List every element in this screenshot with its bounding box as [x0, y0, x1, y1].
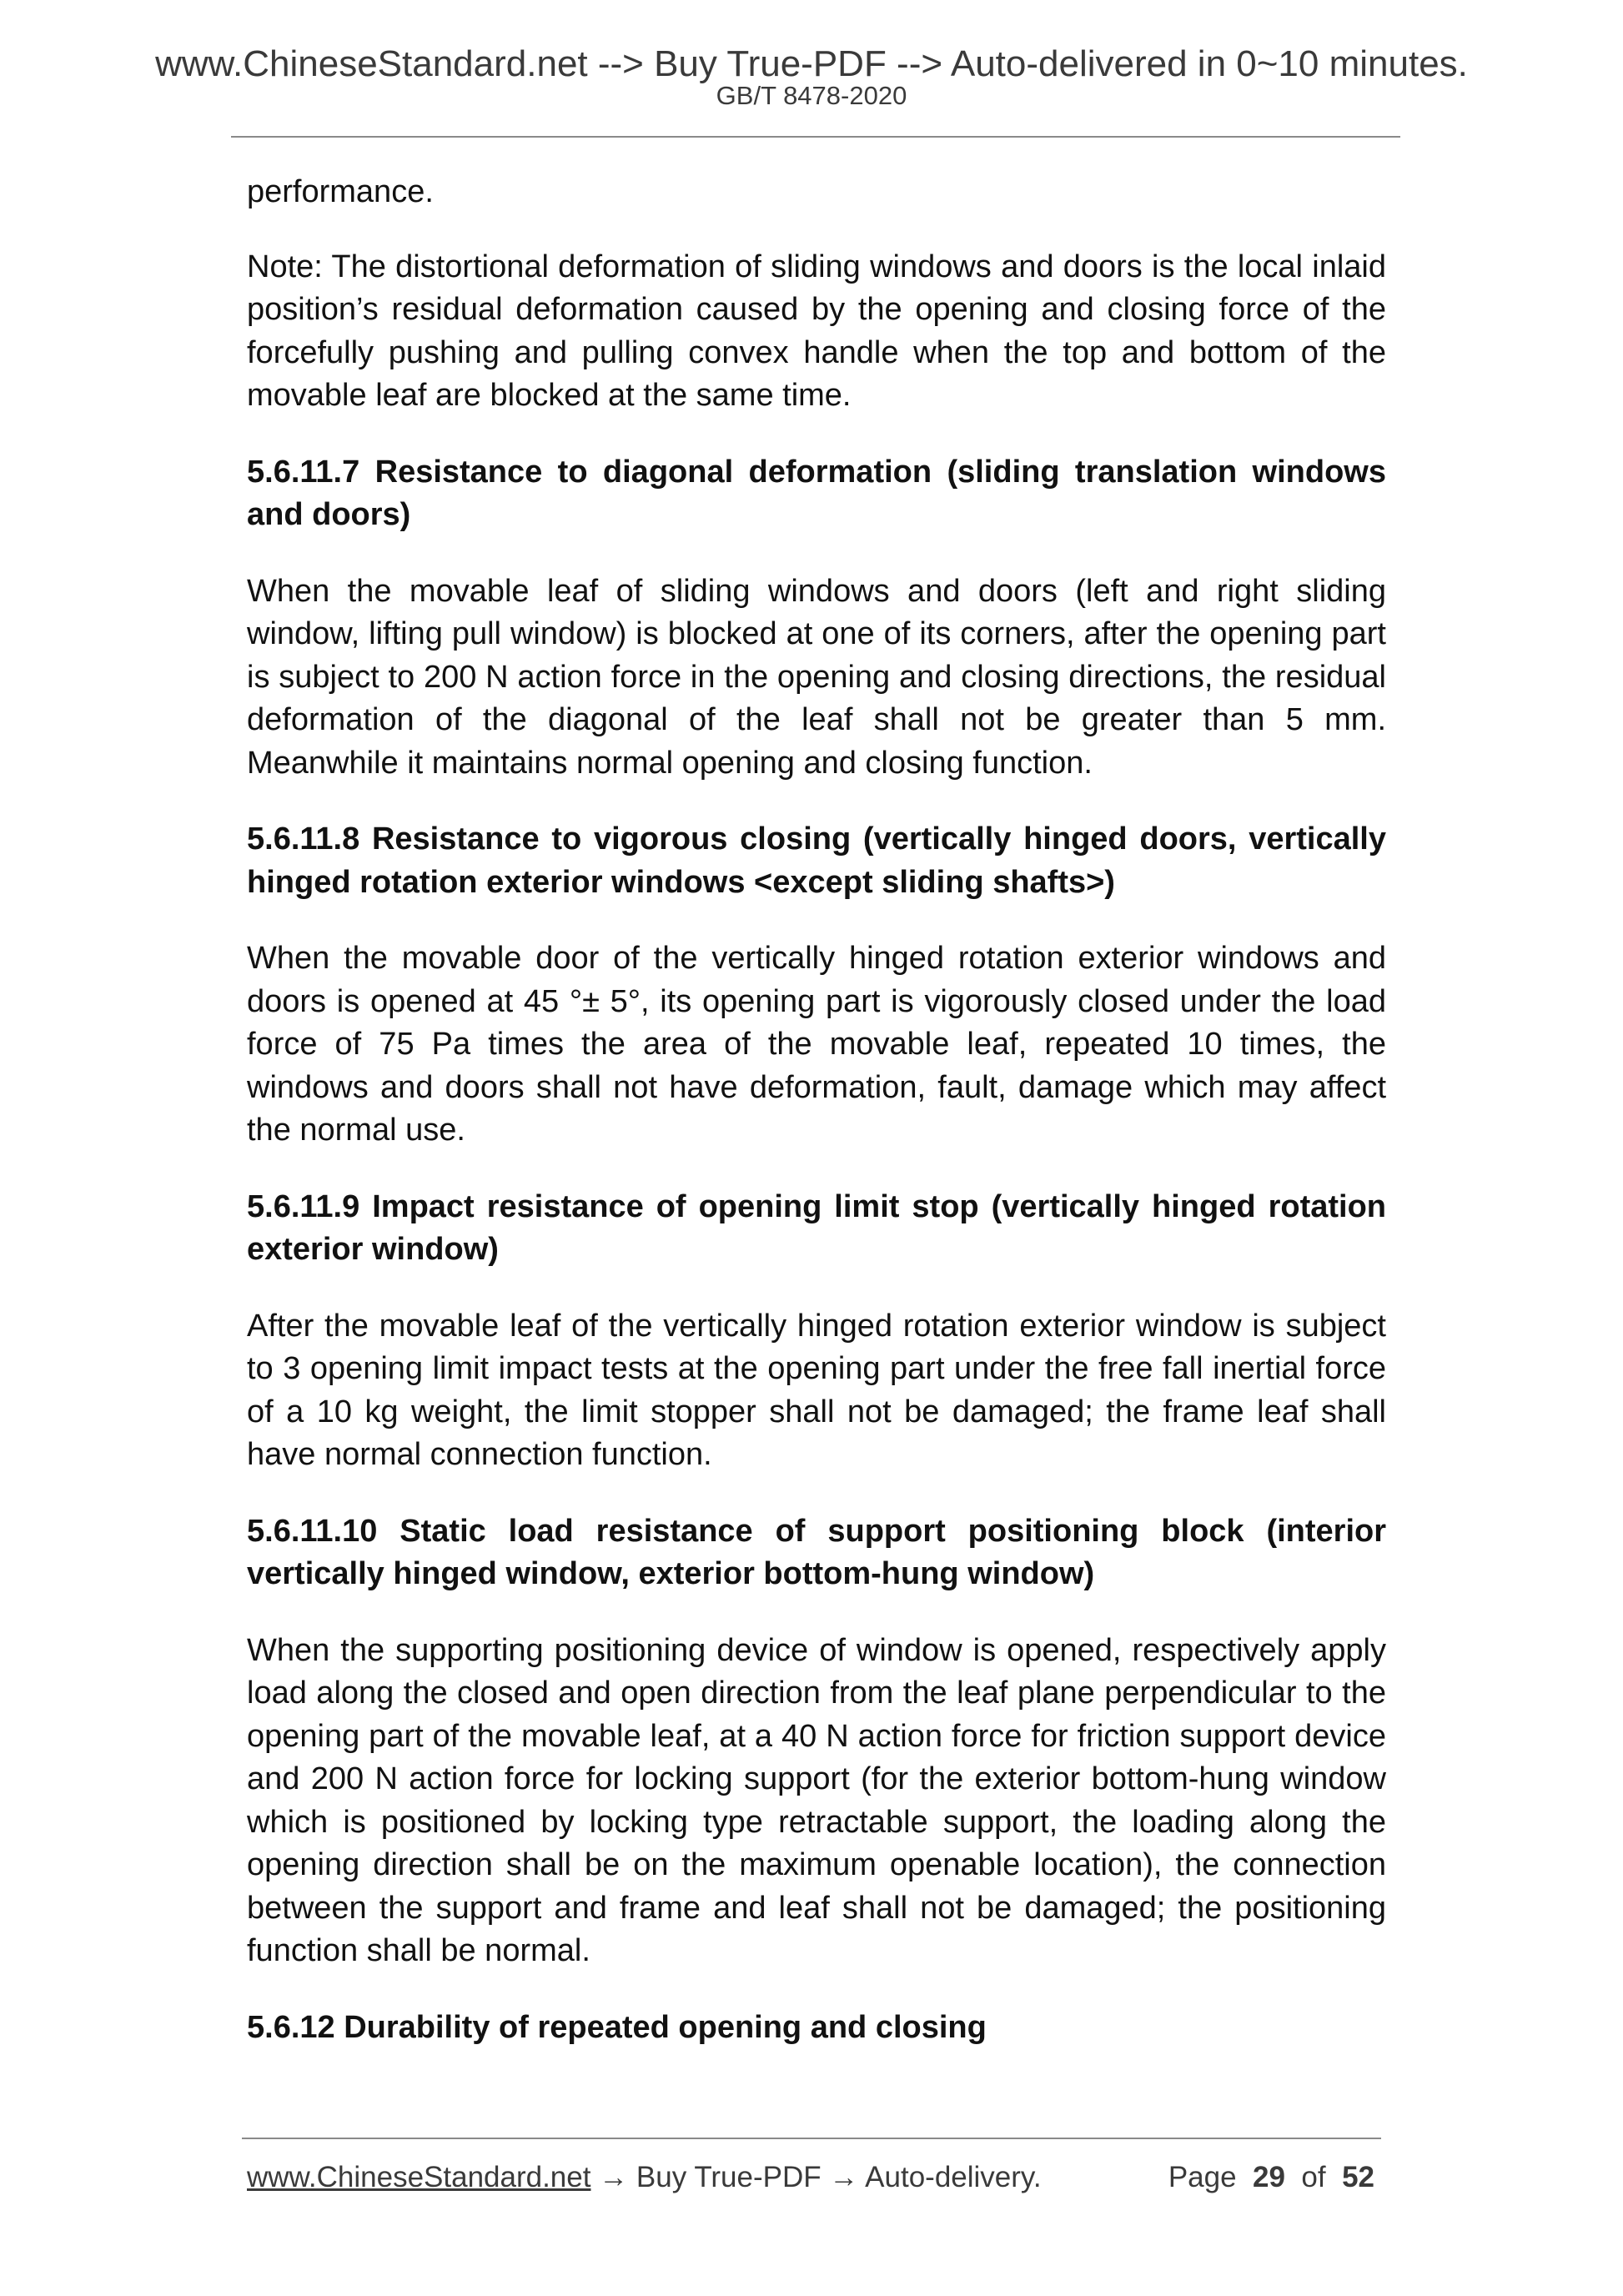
of-label: of: [1301, 2161, 1326, 2193]
page-footer: [247, 2159, 1381, 2196]
page-content: [247, 171, 1386, 2082]
page-indicator: [1168, 2159, 1374, 2196]
footer-divider: [242, 2138, 1381, 2139]
page-number: 29: [1253, 2161, 1285, 2193]
document-id: GB/T 8478-2020: [716, 81, 907, 110]
section-heading-5-6-11-10: 5.6.11.10 Static load resistance of support positioning block (interior vertically hinged window, exterior bottom-hung window): [247, 1513, 1386, 1591]
section-heading-5-6-11-8: 5.6.11.8 Resistance to vigorous closing (vertically hinged doors, vertically hinged rotation exterior windows <except sliding shafts>): [247, 821, 1386, 900]
section-heading-5-6-11-7: 5.6.11.7 Resistance to diagonal deformation (sliding translation windows and doors): [247, 454, 1386, 532]
paragraph-continuation: performance.: [247, 174, 434, 209]
footer-delivery-text: → Buy True-PDF → Auto-delivery.: [590, 2161, 1042, 2193]
section-heading-5-6-12: 5.6.12 Durability of repeated opening and closing: [247, 2009, 987, 2045]
header-divider: [231, 136, 1400, 138]
page-label: Page: [1168, 2161, 1237, 2193]
paragraph-impact-resistance: After the movable leaf of the vertically hinged rotation exterior window is subject to 3 opening limit impact tests at the opening part under the free fall inertial force of a 10 kg weight, the limit stopper shall not be damaged; the frame leaf shall have normal connection function.: [247, 1308, 1386, 1472]
paragraph-static-load: When the supporting positioning device of window is opened, respectively apply load along the closed and open direction from the leaf plane perpendicular to the opening part of the movable leaf, at a 40 N action force for friction support device and 200 N action force for locking support (for the exterior bottom-hung window which is positioned by locking type retractable support, the loading along the opening direction shall be on the maximum openable location), the connection between the support and frame and leaf shall not be damaged; the positioning function shall be normal.: [247, 1632, 1386, 1968]
paragraph-vigorous-closing: When the movable door of the vertically hinged rotation exterior windows and doors is opened at 45 °± 5°, its opening part is vigorously closed under the load force of 75 Pa times the area of the movable leaf, repeated 10 times, the windows and doors shall not have deformation, fault, damage which may affect the normal use.: [247, 941, 1386, 1148]
note-paragraph: Note: The distortional deformation of sliding windows and doors is the local inlaid position’s residual deformation caused by the opening and closing force of the forcefully pushing and pulling convex handle when the top and bottom of the movable leaf are blocked at the same time.: [247, 249, 1386, 413]
total-pages: 52: [1342, 2161, 1374, 2193]
section-heading-5-6-11-9: 5.6.11.9 Impact resistance of opening limit stop (vertically hinged rotation exterior window): [247, 1188, 1386, 1267]
footer-website-link[interactable]: www.ChineseStandard.net: [247, 2161, 591, 2193]
header-banner: www.ChineseStandard.net --> Buy True-PDF --> Auto-delivered in 0~10 minutes.: [155, 43, 1468, 84]
footer-left: [247, 2159, 1042, 2196]
paragraph-diagonal-deformation: When the movable leaf of sliding windows and doors (left and right sliding window, lifting pull window) is blocked at one of its corners, after the opening part is subject to 200 N action force in the opening and closing directions, the residual deformation of the diagonal of the leaf shall not be greater than 5 mm. Meanwhile it maintains normal opening and closing function.: [247, 573, 1386, 781]
